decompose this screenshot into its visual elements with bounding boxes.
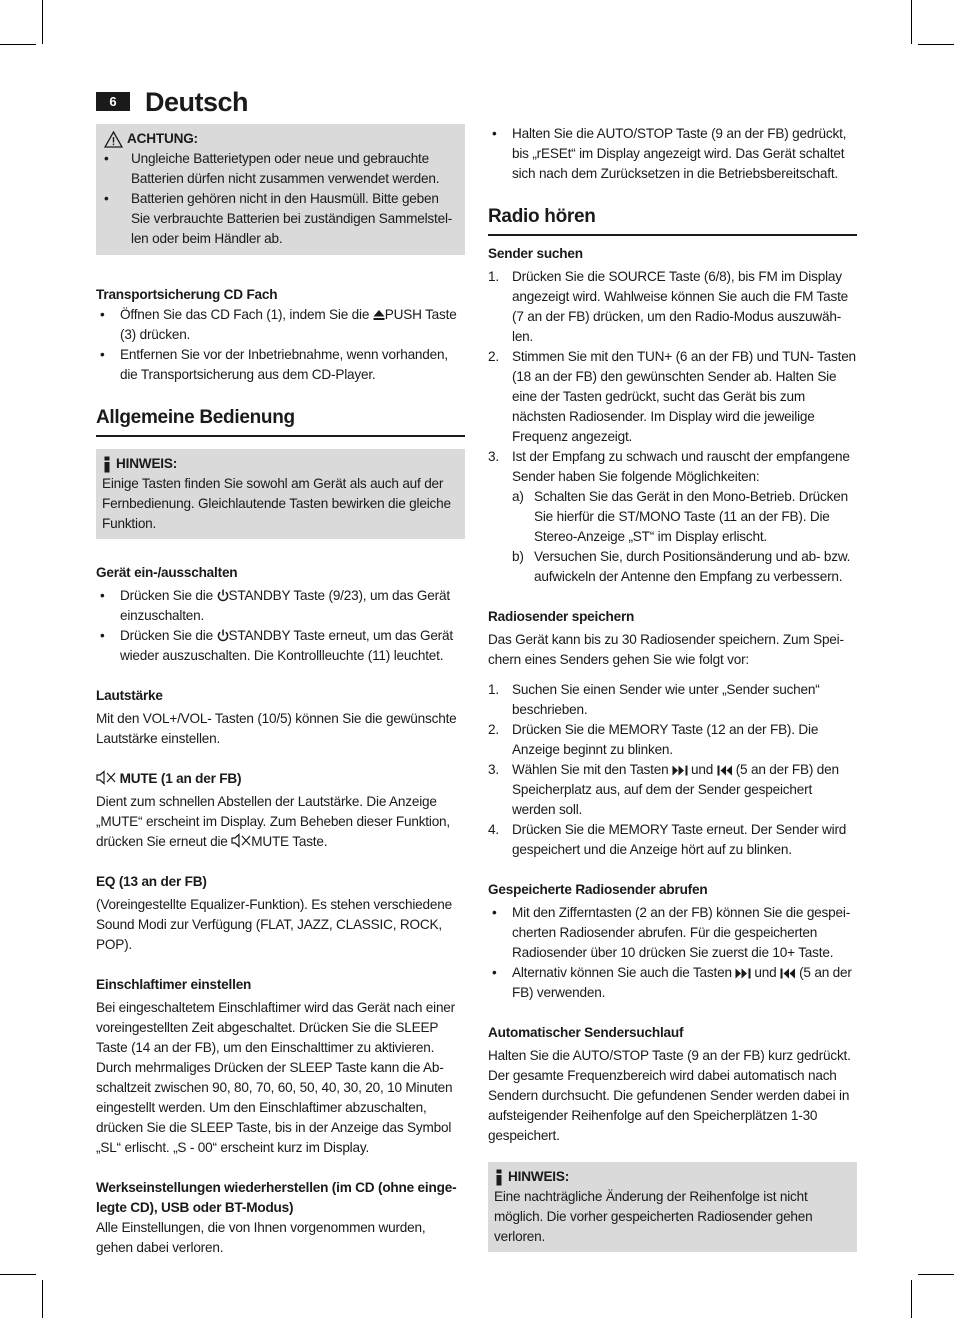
text: (5 an der FB) verwenden.	[512, 965, 852, 1000]
power-icon	[217, 589, 229, 602]
crop-mark	[918, 44, 954, 45]
crop-mark	[911, 0, 912, 44]
list-item	[488, 447, 857, 587]
text: Versuchen Sie, durch Positionsänderung und ab- bzw. aufwickeln der Antenne den Empfang zu verbessern.	[534, 549, 851, 584]
autoscan-text: Halten Sie die AUTO/STOP Taste (9 an der FB) kurz gedrückt. Der gesamte Frequenzbereich wird dabei automatisch nach Sendern durchsucht. Die gefundenen Sender werden dabei in aufsteigender Reihenfolge auf den Speicherplätzen 1-30 gespeichert.	[488, 1048, 851, 1143]
page-title: Deutsch	[145, 87, 249, 117]
section-title-recall: Gespeicherte Radiosender abrufen	[488, 882, 708, 897]
text: (5 an der FB) den Speicherplatz aus, auf dem der Sender gespeichert werden soll.	[512, 762, 839, 817]
warning-box	[96, 124, 465, 255]
crop-mark	[42, 1280, 43, 1318]
text: Dient zum schnellen Abstellen der Lautstärke. Die Anzeige „MUTE“ erscheint im Display. Zum Beheben dieser Funktion, drücken Sie erneut die	[96, 794, 450, 849]
mute-icon	[96, 770, 116, 785]
list-item	[488, 267, 857, 347]
note-text: Eine nachträgliche Änderung der Reihenfolge ist nicht möglich. Die vorher gespeicherten Radiosender gehen verloren.	[494, 1189, 813, 1244]
note-title-text: HINWEIS:	[508, 1169, 570, 1184]
crop-mark	[0, 44, 36, 45]
text: Drücken Sie die SOURCE Taste (6/8), bis FM im Display angezeigt wird. Wahlweise können Sie auch die FM Taste (7 an der FB) drücken, um den Radio-Modus auszuwählen.	[512, 269, 849, 344]
info-icon	[102, 456, 112, 473]
warning-triangle-icon	[104, 131, 123, 148]
mute-text	[96, 792, 465, 852]
skip-back-icon	[780, 968, 799, 979]
crop-mark	[42, 0, 43, 44]
note-text: Einige Tasten finden Sie sowohl am Gerät als auch auf der Fernbedienung. Gleichlautende Tasten bewirken die gleiche Funktion.	[102, 476, 451, 531]
text: STANDBY Taste (9/23), um das Gerät einzuschalten.	[120, 588, 450, 623]
text: und	[691, 762, 714, 777]
crop-mark	[918, 1274, 954, 1275]
text: MUTE (1 an der FB)	[119, 771, 242, 786]
section-title-mute	[96, 769, 465, 789]
factory-text: Alle Einstellungen, die von Ihnen vorgenommen wurden, gehen dabei verloren.	[96, 1220, 426, 1255]
list-item	[96, 305, 465, 345]
section-heading-radio: Radio hören	[488, 204, 857, 236]
warning-title-text: ACHTUNG:	[127, 131, 198, 146]
page-number: 6	[96, 92, 130, 111]
text: Wählen Sie mit den Tasten	[512, 762, 669, 777]
section-title-volume: Lautstärke	[96, 688, 163, 703]
section-title-eq: EQ (13 an der FB)	[96, 874, 207, 889]
text: Ist der Empfang zu schwach und rauscht der empfangene Sender haben Sie folgende Möglichkeiten:	[512, 449, 850, 484]
list-item: • Ungleiche Batterietypen oder neue und gebrauchte Batterien dürfen nicht zusammen verwendet werden.	[100, 149, 457, 189]
section-title-power: Gerät ein-/ausschalten	[96, 565, 238, 580]
list-item: • Halten Sie die AUTO/STOP Taste (9 an der FB) gedrückt, bis „rESEt“ im Display angezeigt wird. Das Gerät schaltet sich nach dem Zurücksetzen in die Betriebsbereitschaft.	[488, 124, 857, 184]
item-letter: b)	[512, 549, 524, 564]
crop-mark	[0, 1274, 36, 1275]
text: Drücken Sie die	[120, 588, 213, 603]
list-item: • Entfernen Sie vor der Inbetriebnahme, wenn vorhanden, die Transportsicherung aus dem CD-Player.	[96, 345, 465, 385]
section-title-autoscan: Automatischer Sendersuchlauf	[488, 1025, 684, 1040]
reset-list	[488, 124, 857, 184]
section-title-factory: Werkseinstellungen wiederherstellen (im CD (ohne eingelegte CD), USB oder BT-Modus)	[96, 1180, 457, 1215]
text: Öffnen Sie das CD Fach (1), indem Sie die	[120, 307, 370, 322]
text: Suchen Sie einen Sender wie unter „Sender suchen“ beschrieben.	[512, 682, 820, 717]
power-icon	[217, 629, 229, 642]
transport-list	[96, 305, 465, 385]
sub-list-item	[512, 547, 857, 587]
item-letter: a)	[512, 489, 524, 504]
text: Drücken Sie die MEMORY Taste erneut. Der Sender wird gespeichert und die Anzeige hört auf zu blinken.	[512, 822, 847, 857]
search-list	[488, 267, 857, 587]
section-title-sleep: Einschlaftimer einstellen	[96, 977, 252, 992]
skip-forward-icon	[735, 968, 754, 979]
store-list	[488, 680, 857, 860]
section-title-store: Radiosender speichern	[488, 609, 635, 624]
volume-text: Mit den VOL+/VOL- Tasten (10/5) können Sie die gewünschte Lautstärke einstellen.	[96, 711, 457, 746]
item-number: 3.	[488, 762, 499, 777]
text: Stimmen Sie mit den TUN+ (6 an der FB) und TUN- Tasten (18 an der FB) den gewünschten Sender ab. Halten Sie eine der Tasten gedrückt, sucht das Gerät bis zum nächsten Radiosender. Im Display wird die jeweilige Frequenz angezeigt.	[512, 349, 856, 444]
skip-forward-icon	[672, 765, 691, 776]
text: Alternativ können Sie auch die Tasten	[512, 965, 732, 980]
text: STANDBY Taste erneut, um das Gerät wieder auszuschalten. Die Kontrollleuchte (11) leuchtet.	[120, 628, 453, 663]
item-number: 1.	[488, 269, 499, 284]
warning-title	[102, 129, 457, 149]
text: und	[754, 965, 777, 980]
list-item	[488, 347, 857, 447]
note-title	[494, 1167, 849, 1187]
item-number: 2.	[488, 349, 499, 364]
item-number: 3.	[488, 449, 499, 464]
section-title-transport: Transportsicherung CD Fach	[96, 287, 278, 302]
section-heading-general: Allgemeine Bedienung	[96, 405, 465, 437]
list-item: • Batterien gehören nicht in den Hausmüll. Bitte geben Sie verbrauchte Batterien bei zuständigen Sammelstellen oder beim Händler ab.	[100, 189, 457, 249]
list-item	[488, 760, 857, 820]
mute-icon	[231, 833, 251, 848]
note-title-text: HINWEIS:	[116, 456, 178, 471]
section-title-search: Sender suchen	[488, 246, 583, 261]
warning-list	[100, 149, 457, 249]
item-number: 1.	[488, 682, 499, 697]
note-title	[102, 454, 457, 474]
text: Drücken Sie die	[120, 628, 213, 643]
store-intro: Das Gerät kann bis zu 30 Radiosender speichern. Zum Speichern eines Senders gehen Sie wie folgt vor:	[488, 632, 845, 667]
text: MUTE Taste.	[251, 834, 328, 849]
info-icon	[494, 1169, 504, 1186]
text: PUSH Taste (3) drücken.	[120, 307, 457, 342]
eject-icon	[373, 309, 385, 321]
right-column	[488, 124, 857, 1252]
note-box-radio	[488, 1162, 857, 1252]
list-item	[488, 963, 857, 1003]
list-item	[96, 586, 465, 626]
list-item	[488, 680, 857, 720]
list-item	[96, 626, 465, 666]
list-item	[488, 720, 857, 760]
sub-list	[512, 487, 857, 587]
sub-list-item	[512, 487, 857, 547]
power-list	[96, 586, 465, 666]
item-number: 4.	[488, 822, 499, 837]
left-column	[96, 124, 465, 1258]
item-number: 2.	[488, 722, 499, 737]
skip-back-icon	[717, 765, 736, 776]
crop-mark	[911, 1280, 912, 1318]
list-item	[488, 820, 857, 860]
note-box-general	[96, 449, 465, 539]
eq-text: (Voreingestellte Equalizer-Funktion). Es stehen verschiedene Sound Modi zur Verfügung (FLAT, JAZZ, CLASSIC, ROCK, POP).	[96, 897, 452, 952]
recall-list	[488, 903, 857, 1003]
sleep-text: Bei eingeschaltetem Einschlaftimer wird das Gerät nach einer voreingestellten Zeit abgeschaltet. Drücken Sie die SLEEP Taste (14 an der FB), um den Einschalttimer zu aktivieren. Durch mehrmaliges Drücken der SLEEP Taste kann die Abschaltzeit zwischen 90, 80, 70, 60, 50, 40, 30, 20, 10 Minuten eingestellt werden. Um den Einschlaftimer abzuschalten, drücken Sie die SLEEP Taste, bis in der Anzeige das Symbol „SL“ erlischt. „S - 00“ erscheint kurz im Display.	[96, 1000, 455, 1155]
list-item: • Mit den Zifferntasten (2 an der FB) können Sie die gespeicherten Radiosender abrufen. Für die gespeicherten Radiosender über 10 drücken Sie zuerst die 10+ Taste.	[488, 903, 857, 963]
text: Schalten Sie das Gerät in den Mono-Betrieb. Drücken Sie hierfür die ST/MONO Taste (11 an der FB). Die Stereo-Anzeige „ST“ im Display erlischt.	[534, 489, 848, 544]
text: Drücken Sie die MEMORY Taste (12 an der FB). Die Anzeige beginnt zu blinken.	[512, 722, 819, 757]
